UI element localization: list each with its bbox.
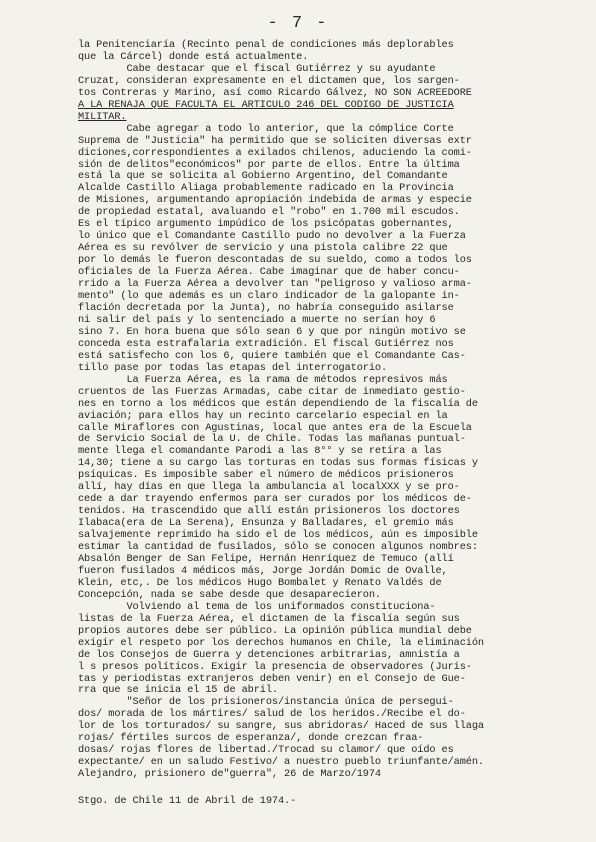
text-line: tas y periodistas extranjeros deben venir) en el Consejo de Gue- xyxy=(78,672,466,685)
text-line: La Fuerza Aérea, es la rama de métodos represivos más xyxy=(78,373,448,386)
signature-line: Stgo. de Chile 11 de Abril de 1974.- xyxy=(78,795,297,807)
text-line: 14,30; tiene a su cargo las torturas en todas sus formas físicas y xyxy=(78,457,478,470)
text-line: Cabe destacar que el fiscal Gutiérrez y su ayudante xyxy=(78,62,436,75)
text-line: sino 7. En hora buena que sólo sean 6 y que por ningún motivo se xyxy=(78,325,466,338)
text-line: estimar la cantidad de fusilados, sólo se conocen algunos nombres: xyxy=(78,541,478,554)
text-line: l s presos políticos. Exigir la presencia de observadores (Juris- xyxy=(78,660,472,673)
text-line: calle Miraflores con Agustinas, local que antes era de la Escuela xyxy=(78,421,472,434)
text-line: tos Contreras y Marino, así como Ricardo Gálvez, NO SON ACREEDORE xyxy=(78,86,472,99)
text-line: Concepción, nada se sabe desde que desaparecieron. xyxy=(78,588,381,601)
text-line: propios autores debe ser público. La opinión pública mundial debe xyxy=(78,624,472,637)
text-line: MILITAR. xyxy=(78,110,127,123)
text-line: aviación; para ellos hay un recinto carcelario especial en la xyxy=(78,409,448,422)
text-line: Alejandro, prisionero de"guerra", 26 de Marzo/1974 xyxy=(78,768,381,781)
text-line: que la Cárcel) donde está actualmente. xyxy=(78,50,309,63)
text-line: flación decretada por la Junta), no habría conseguido asilarse xyxy=(78,301,454,314)
text-line: rrido a la Fuerza Aérea a devolver tan "peligroso y valioso arma- xyxy=(78,278,472,291)
text-line: de propiedad estatal, avaluando el "robo" en 1.700 mil escudos. xyxy=(78,206,460,219)
text-line: oficiales de la Fuerza Aérea. Cabe imaginar que de haber concu- xyxy=(78,266,460,279)
text-line: exigir el respeto por los derechos humanos en Chile, la eliminación xyxy=(78,636,484,649)
text-line: Suprema de "Justicia" ha permitido que se soliciten diversas extr xyxy=(78,134,472,147)
text-line: cruentos de las Fuerzas Armadas, cabe citar de inmediato gestio- xyxy=(78,385,466,398)
text-line: mente llega el comandante Parodi a las 8°° y se retira a las xyxy=(78,445,442,458)
text-line: fueron fusilados 4 médicos más, Jorge Jordán Domic de Ovalle, xyxy=(78,564,448,577)
text-line: ni salir del país y lo sentenciado a muerte no serían hoy 6 xyxy=(78,313,436,326)
body-text xyxy=(78,40,584,781)
text-line: Cruzat, consideran expresamente en el dictamen que, los sargen- xyxy=(78,74,460,87)
text-line: cede a dar trayendo enfermos para ser curados por los médicos de- xyxy=(78,493,472,506)
text-line: está la que se solicita al Gobierno Argentino, del Comandante xyxy=(78,170,448,183)
text-line: dosas/ rojas flores de libertad./Trocad su clamor/ que oído es xyxy=(78,744,454,757)
text-line: psíquicas. Es imposible saber el número de médicos prisioneros xyxy=(78,469,454,482)
text-line: tillo pase por todas las etapas del interrogatorio. xyxy=(78,361,388,374)
text-line: por lo demás le fueron descontadas de su sueldo, como a todos los xyxy=(78,254,472,267)
text-line: rra que se inicia el 15 de abril. xyxy=(78,684,278,697)
text-line: de Servicio Social de la U. de Chile. Todas las mañanas puntual- xyxy=(78,433,466,446)
text-line: está satisfecho con los 6, quiere también que el Comandante Cas- xyxy=(78,349,466,362)
text-line: Absalón Benger de San Felipe, Hernán Henríquez de Temuco (allí xyxy=(78,552,454,565)
text-line: Volviendo al tema de los uniformados constituciona- xyxy=(78,600,436,613)
text-line: Ilabaca(era de La Serena), Ensunza y Balladares, el gremio más xyxy=(78,517,454,530)
text-line: allí, hay días en que llega la ambulancia al localXXX y se pro- xyxy=(78,481,460,494)
text-line: la Penitenciaría (Recinto penal de condiciones más deplorables xyxy=(78,39,454,51)
text-line: lor de los torturados/ su sangre, sus abridoras/ Haced de sus llaga xyxy=(78,720,484,733)
text-line: de Misiones, argumentando apropiación indebida de armas y especie xyxy=(78,194,472,207)
text-line: dos/ morada de los mártires/ salud de los heridos./Recibe el do- xyxy=(78,708,466,721)
page-number: - 7 - xyxy=(267,14,329,33)
text-line: nes en torno a los médicos que están dependiendo de la fiscalía de xyxy=(78,397,478,410)
text-line: rojas/ fértiles surcos de esperanza/, donde crezcan fraa- xyxy=(78,732,424,745)
text-line: expectante/ en un saludo Festivo/ a nuestro pueblo triunfante/amén. xyxy=(78,756,484,769)
text-line: listas de la Fuerza Aérea, el dictamen de la fiscalía según sus xyxy=(78,612,460,625)
text-line: Aérea es su revólver de servicio y una pistola calibre 22 que xyxy=(78,242,448,255)
text-line: de los Consejos de Guerra y detenciones arbitrarias, amnistía a xyxy=(78,648,460,661)
text-line: A LA RENAJA QUE FACULTA EL ARTICULO 246 DEL CODIGO DE JUSTICIA xyxy=(78,98,454,111)
text-line: mento" (lo que además es un claro indicador de la galopante in- xyxy=(78,290,460,303)
text-line: diciones,correspondientes a exilados chilenos, aduciendo la comi- xyxy=(78,146,472,159)
text-line: sión de delitos"económicos" por parte de ellos. Entre la última xyxy=(78,158,460,171)
text-line: lo único que el Comandante Castillo pudo no devolver a la Fuerza xyxy=(78,230,466,243)
text-line: "Señor de los prisioneros/instancia única de persegui- xyxy=(78,696,454,709)
place-date-line xyxy=(78,796,584,808)
text-line: salvajemente reprimido ha sido el de los médicos, aún es imposible xyxy=(78,529,478,542)
text-line: Alcalde Castillo Aliaga probablemente radicado en la Provincia xyxy=(78,182,454,195)
text-line: Cabe agregar a todo lo anterior, que la cómplice Corte xyxy=(78,122,454,135)
text-line: Klein, etc,. De los médicos Hugo Bombalet y Renato Valdés de xyxy=(78,576,442,589)
text-line: conceda esta estrafalaria extradición. El fiscal Gutiérrez nos xyxy=(78,337,454,350)
text-line: Es el típico argumento impúdico de los psicópatas gobernantes, xyxy=(78,218,454,231)
text-line: tenidos. Ha trascendido que allí están prisioneros los doctores xyxy=(78,505,460,518)
